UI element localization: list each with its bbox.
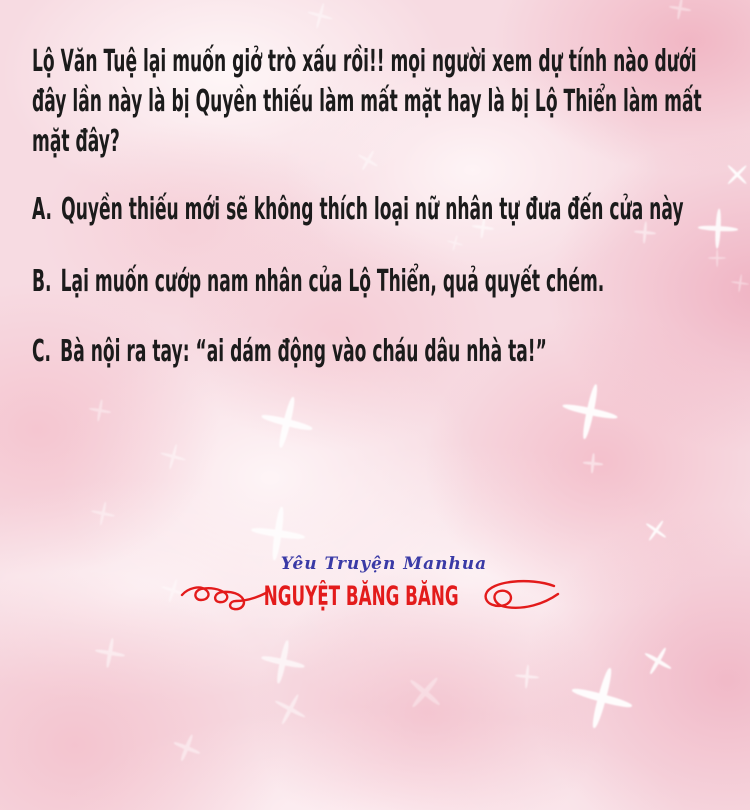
sparkle-icon [708, 249, 726, 267]
sparkle-icon [307, 3, 333, 29]
sparkle-icon [357, 149, 379, 171]
sparkle-icon [698, 208, 738, 248]
option-a-label: A. [32, 192, 53, 227]
sparkle-icon [571, 667, 633, 729]
option-b-label: B. [32, 264, 52, 299]
flourish-right-icon [454, 579, 560, 613]
logo-title: NGUYỆT BĂNG BĂNG [263, 580, 459, 612]
sparkle-icon [669, 0, 691, 19]
sparkle-icon [643, 646, 673, 676]
sparkle-icon [447, 235, 463, 251]
sparkle-icon [160, 444, 186, 470]
question-line: Lộ Văn Tuệ lại muốn giở trò xấu rồi!! mọi người xem dự tính nào dưới [32, 44, 697, 79]
sparkle-icon [583, 453, 603, 473]
question-line: đây lần này là bị Quyền thiếu làm mất mặt hay là bị Lộ Thiển làm mất [32, 84, 702, 119]
sparkle-icon [95, 638, 125, 668]
option-c-text: Bà nội ra tay: “ai dám động vào cháu dâu nhà ta!” [60, 334, 547, 369]
sparkle-icon [91, 501, 115, 525]
translator-logo [0, 554, 750, 613]
sparkle-icon [731, 274, 749, 292]
sparkle-icon [515, 664, 539, 688]
sparkle-icon [173, 734, 201, 762]
option-c-label: C. [32, 334, 52, 369]
option-b [32, 264, 604, 299]
sparkle-icon [251, 506, 305, 560]
sparkle-icon [724, 162, 750, 188]
logo-subtitle: Yêu Truyện Manhua [280, 554, 488, 574]
option-a [32, 192, 684, 227]
sparkle-icon [273, 692, 307, 726]
sparkle-icon [261, 640, 305, 684]
sparkle-icon [261, 396, 313, 448]
sparkle-icon [89, 399, 111, 421]
option-b-text: Lại muốn cướp nam nhân của Lộ Thiển, quả quyết chém. [60, 264, 605, 299]
sparkle-icon [406, 673, 444, 711]
option-c [32, 334, 547, 369]
flourish-left-icon [180, 581, 268, 611]
option-a-text: Quyền thiếu mới sẽ không thích loại nữ nhân tự đưa đến cửa này [61, 192, 684, 227]
sparkle-icon [644, 518, 668, 542]
sparkle-icon [562, 383, 618, 439]
question-line: mặt đây? [32, 124, 120, 159]
